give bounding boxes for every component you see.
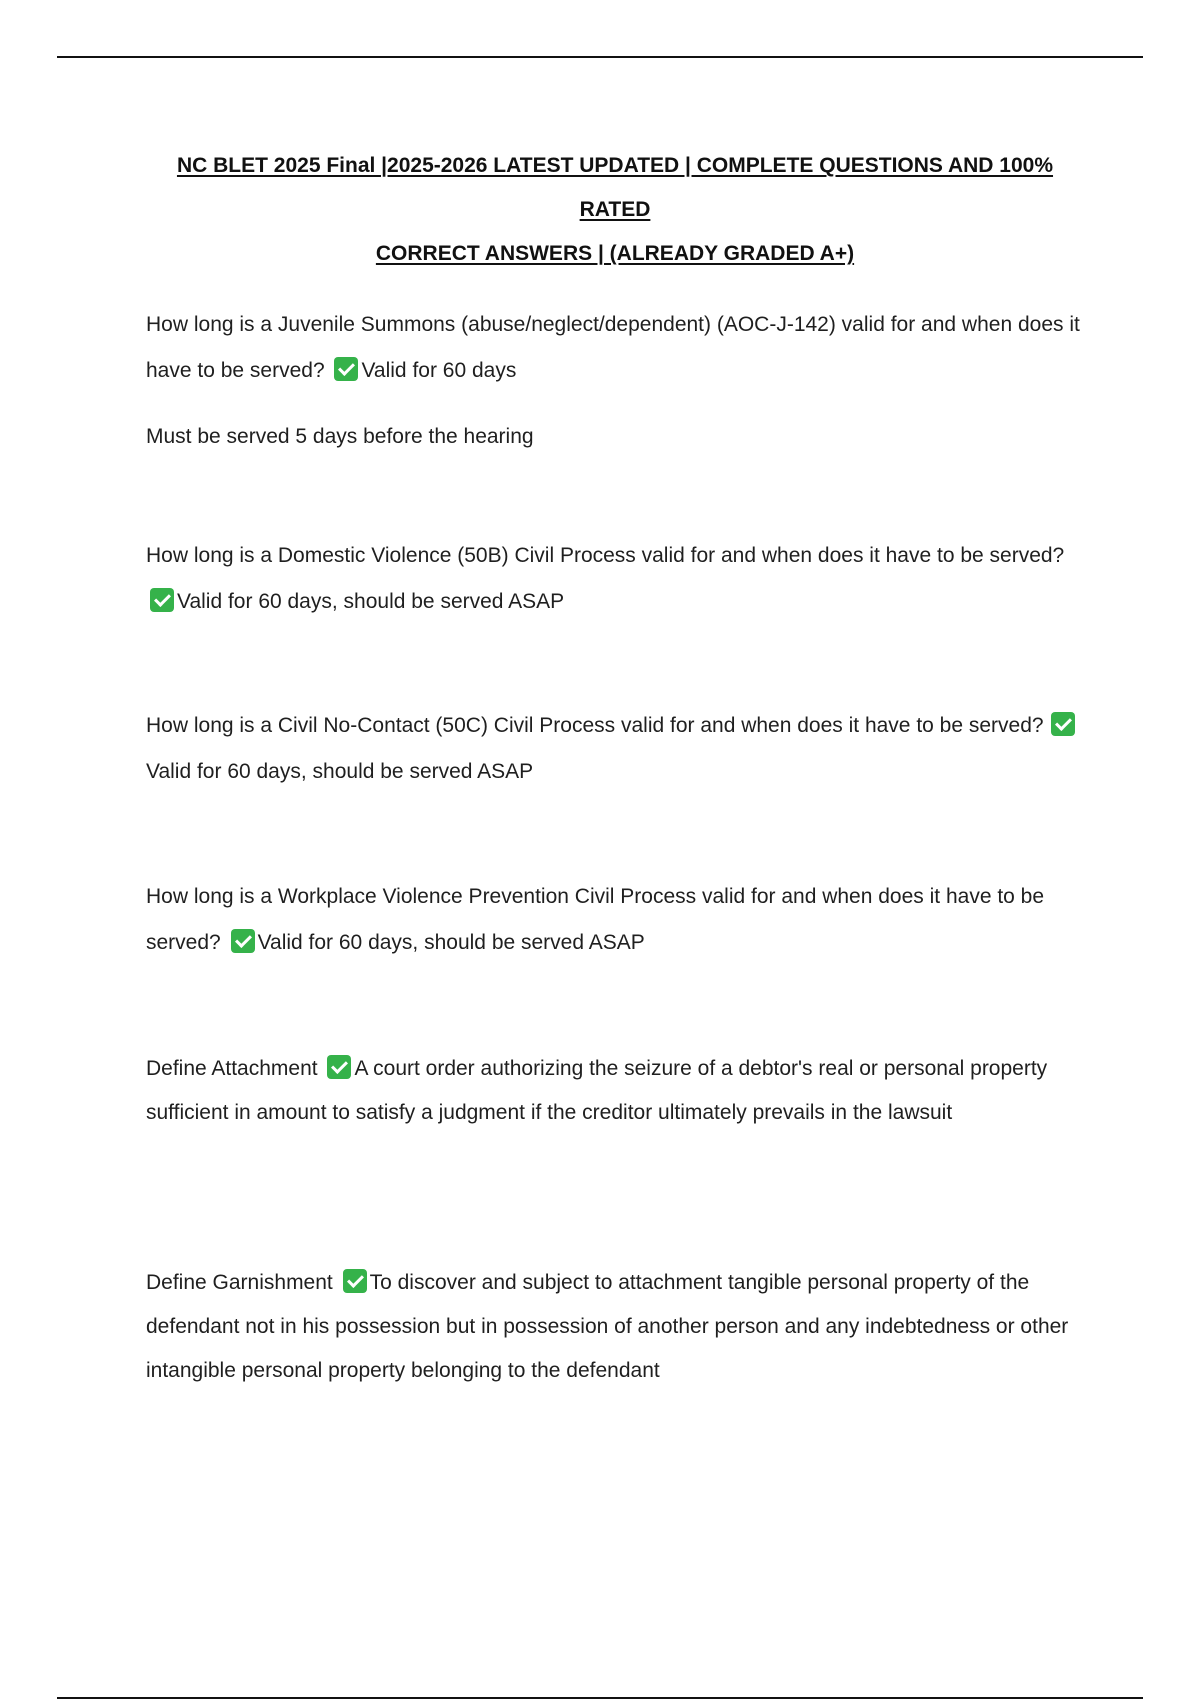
check-mark-icon bbox=[343, 1269, 367, 1293]
answer-text: Valid for 60 days, should be served ASAP bbox=[257, 931, 645, 954]
question-text: How long is a Juvenile Summons (abuse/neglect/dependent) (AOC-J-142) valid for and when does it have to be served? bbox=[146, 313, 1080, 382]
document-title bbox=[140, 144, 1090, 276]
check-mark-icon bbox=[334, 357, 358, 381]
check-mark-icon bbox=[327, 1055, 351, 1079]
qa-item-define-garnishment bbox=[146, 1261, 1101, 1393]
question-text: How long is a Civil No-Contact (50C) Civil Process valid for and when does it have to be served? bbox=[146, 714, 1044, 737]
check-mark-icon bbox=[1051, 712, 1075, 736]
qa-item-workplace-violence bbox=[146, 874, 1101, 966]
top-rule bbox=[57, 56, 1143, 58]
answer-text: Valid for 60 days, should be served ASAP bbox=[146, 760, 534, 783]
answer-text: Valid for 60 days bbox=[361, 359, 517, 382]
qa-item-define-attachment bbox=[146, 1047, 1101, 1135]
question-text: Define Garnishment bbox=[146, 1271, 333, 1294]
answer-text: To discover and subject to attachment tangible personal property of the defendant not in his possession but in possession of another person and any indebtedness or other intangible personal property belonging to the defendant bbox=[146, 1271, 1069, 1382]
qa-item-civil-no-contact bbox=[146, 703, 1101, 795]
answer-text: Valid for 60 days, should be served ASAP bbox=[177, 590, 565, 613]
question-text: Define Attachment bbox=[146, 1057, 318, 1080]
document-title-line-1: NC BLET 2025 Final |2025-2026 LATEST UPDATED | COMPLETE QUESTIONS AND 100% RATED bbox=[176, 154, 1054, 221]
check-mark-icon bbox=[150, 588, 174, 612]
document-title-line-2: CORRECT ANSWERS | (ALREADY GRADED A+) bbox=[375, 242, 855, 265]
answer-text: A court order authorizing the seizure of a debtor's real or personal property sufficient in amount to satisfy a judgment if the creditor ultimately prevails in the lawsuit bbox=[146, 1057, 1048, 1124]
question-text: How long is a Workplace Violence Prevention Civil Process valid for and when does it have to be served? bbox=[146, 885, 1045, 954]
check-mark-icon bbox=[231, 929, 255, 953]
answer-note: Must be served 5 days before the hearing bbox=[146, 425, 534, 448]
qa-item-domestic-violence bbox=[146, 533, 1101, 625]
qa-item-juvenile-summons bbox=[146, 302, 1101, 394]
bottom-rule bbox=[57, 1697, 1143, 1699]
question-text: How long is a Domestic Violence (50B) Civil Process valid for and when does it have to be served? bbox=[146, 544, 1065, 567]
